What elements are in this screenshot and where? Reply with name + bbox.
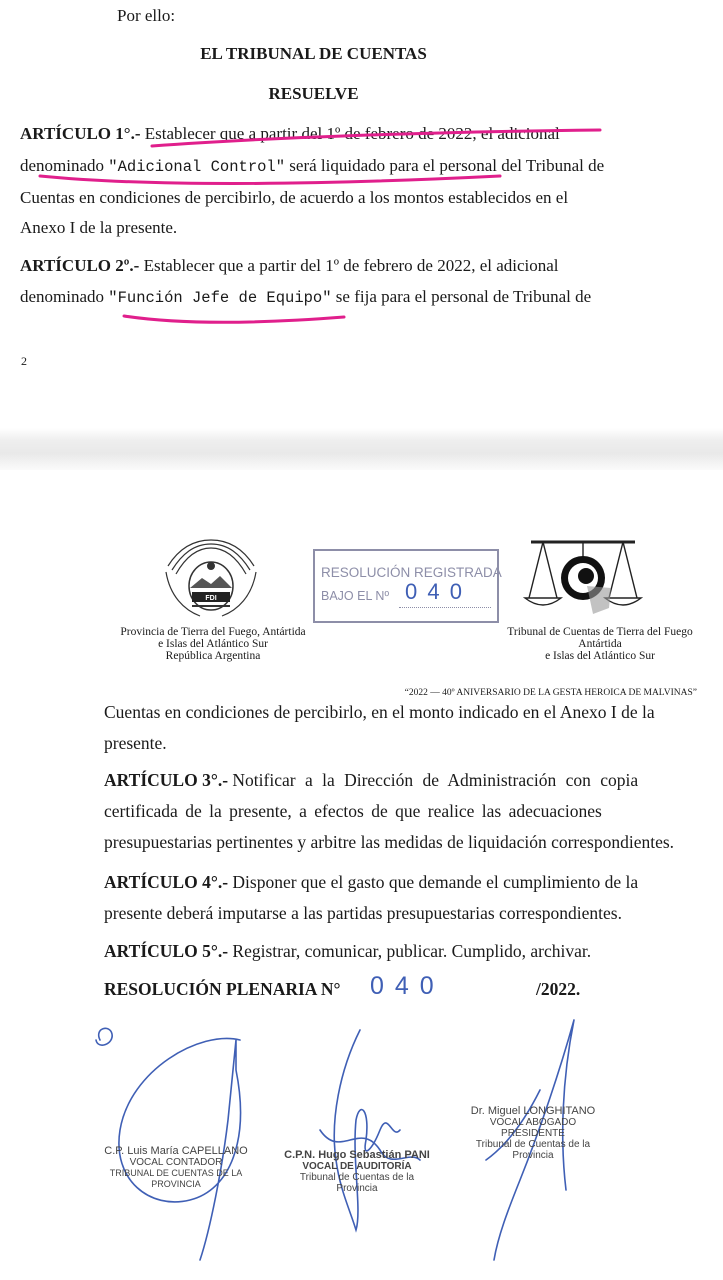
highlight-mark-1 (152, 130, 600, 146)
funcion-jefe-term: "Función Jefe de Equipo" (108, 289, 332, 307)
resuelve-heading: RESUELVE (268, 84, 359, 103)
left-signature (96, 1028, 112, 1045)
resolution-label: RESOLUCIÓN PLENARIA N° (104, 979, 341, 999)
resolution-number: 0 4 0 (370, 972, 436, 1000)
svg-text:FDI: FDI (205, 595, 217, 602)
signature-center-block (282, 1150, 432, 1194)
malvinas-motto: “2022 — 40º ANIVERSARIO DE LA GESTA HEROICA DE MALVINAS” (404, 688, 697, 698)
signature-right-block (458, 1106, 608, 1161)
signature-center-title: VOCAL DE AUDITORÍA (302, 1161, 412, 1172)
article-2-line-2 (20, 287, 591, 307)
tribunal-caption-line-3: e Islas del Atlántico Sur (545, 650, 655, 662)
tribunal-caption-line-2: Antártida (578, 638, 622, 650)
signature-left-org: TRIBUNAL DE CUENTAS DE LA PROVINCIA (109, 1168, 243, 1189)
article-1-line-4: Anexo I de la presente. (20, 218, 178, 237)
center-signature (334, 1030, 400, 1230)
signature-center-org: Tribunal de Cuentas de la Provincia (299, 1172, 415, 1194)
article-4-line-1 (104, 872, 638, 893)
article-2-line-1 (20, 256, 559, 276)
article-1-text-2c: será liquidado para el personal del Tribunal de (285, 156, 605, 175)
article-4-line-2: presente deberá imputarse a las partidas presupuestarias correspondientes. (104, 903, 622, 923)
signature-right-name: Dr. Miguel LONGHITANO (470, 1105, 596, 1117)
stamp-number: 0 4 0 (405, 579, 464, 604)
registration-stamp (313, 549, 502, 623)
highlight-mark-3 (124, 316, 344, 322)
intro-text: Por ello: (117, 6, 176, 25)
article-1-label: ARTÍCULO 1°.- (20, 124, 141, 143)
article-1-text-1: Establecer que a partir del 1º de febrero de 2022, el adicional (144, 124, 560, 143)
article-2-label: ARTÍCULO 2º.- (20, 256, 140, 275)
signature-scrawls (0, 1010, 723, 1270)
page-number: 2 (21, 354, 27, 368)
article-1-line-3: Cuentas en condiciones de percibirlo, de acuerdo a los montos establecidos en el (20, 188, 569, 207)
signature-left-name: C.P. Luis María CAPELLANO (104, 1145, 248, 1157)
article-4-text-1: Disponer que el gasto que demande el cumplimiento de la (232, 872, 639, 892)
province-caption-line-2: e Islas del Atlántico Sur (158, 638, 268, 650)
adicional-control-term: "Adicional Control" (108, 158, 286, 176)
signature-right-title-2: PRESIDENTE (501, 1128, 565, 1139)
article-5-text: Registrar, comunicar, publicar. Cumplido, archivar. (232, 941, 592, 961)
tribunal-emblem-icon (523, 536, 643, 618)
article-2-text-1: Establecer que a partir del 1º de febrero de 2022, el adicional (143, 256, 559, 275)
stamp-title: RESOLUCIÓN REGISTRADA (321, 565, 502, 580)
article-4-label: ARTÍCULO 4°.- (104, 872, 229, 892)
article-1-text-2a: denominado (20, 156, 109, 175)
province-caption (100, 626, 326, 662)
highlight-mark-2 (40, 176, 500, 184)
signature-left-block (96, 1146, 256, 1190)
article-3-line-1 (104, 770, 638, 791)
article-3-line-2: certificada de la presente, a efectos de que realice las adecuaciones (104, 801, 602, 821)
signature-right-org: Tribunal de Cuentas de la Provincia (475, 1139, 591, 1161)
article-5-line (104, 941, 591, 962)
stamp-prefix: BAJO EL Nº (321, 589, 390, 603)
province-caption-line-1: Provincia de Tierra del Fuego, Antártida (120, 626, 306, 638)
article-5-label: ARTÍCULO 5°.- (104, 941, 229, 961)
continuation-line-2: presente. (104, 733, 167, 753)
province-emblem-icon (162, 536, 260, 622)
tribunal-heading: EL TRIBUNAL DE CUENTAS (200, 44, 427, 63)
tribunal-caption (486, 626, 714, 662)
article-3-line-3: presupuestarias pertinentes y arbitre las medidas de liquidación correspondientes. (104, 832, 675, 852)
signature-center-name: C.P.N. Hugo Sebastián PANI (284, 1149, 430, 1161)
continuation-line-1: Cuentas en condiciones de percibirlo, en el monto indicado en el Anexo I de la (104, 702, 655, 722)
article-3-text-1: Notificar a la Dirección de Administración con copia (232, 770, 639, 790)
signature-right-title-1: VOCAL ABOGADO (489, 1117, 577, 1128)
article-2-text-2a: denominado (20, 287, 109, 306)
article-2-text-2c: se fija para el personal de Tribunal de (331, 287, 592, 306)
highlight-marks (0, 0, 723, 330)
resolution-year: /2022. (536, 979, 581, 999)
signature-left-title: VOCAL CONTADOR (129, 1157, 223, 1168)
page-break (0, 428, 723, 470)
province-caption-line-3: República Argentina (165, 650, 261, 662)
article-3-label: ARTÍCULO 3°.- (104, 770, 229, 790)
tribunal-caption-line-1: Tribunal de Cuentas de Tierra del Fuego (507, 626, 693, 638)
